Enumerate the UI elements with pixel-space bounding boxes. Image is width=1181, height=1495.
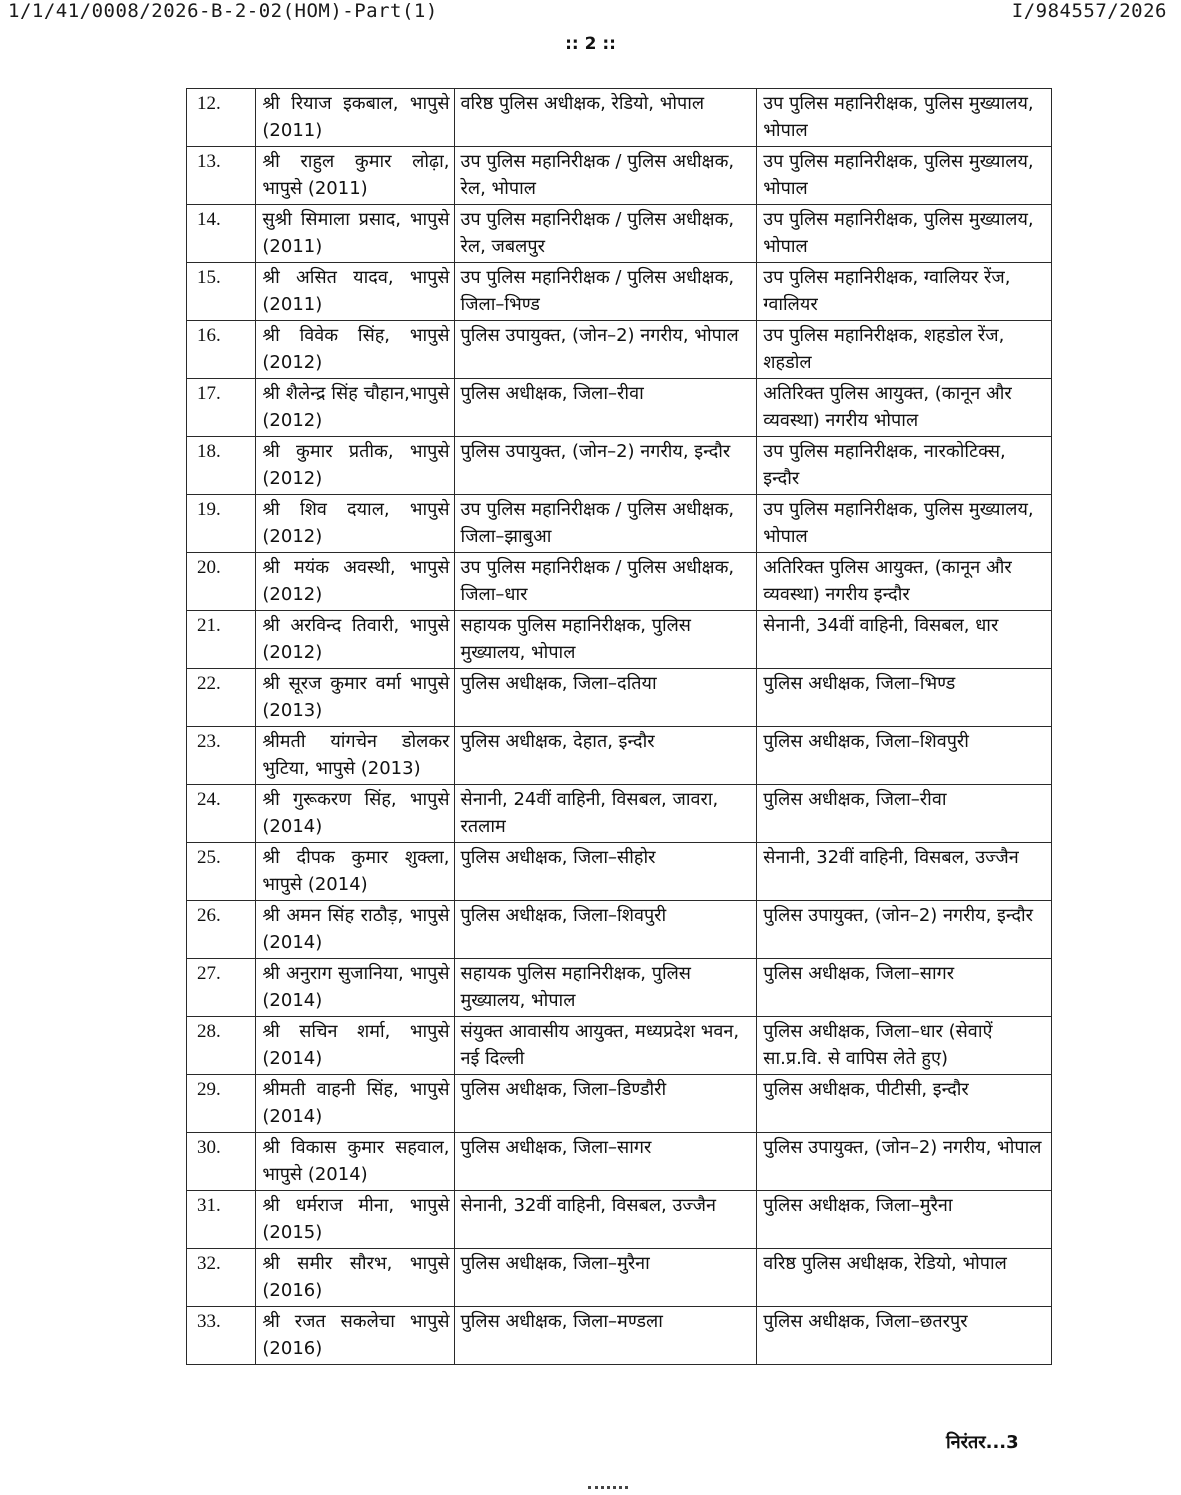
officer-name-cell: श्री अमन सिंह राठौड़, भापुसे (2014) [256, 901, 454, 959]
table-row [187, 263, 1052, 321]
current-posting-cell: पुलिस अधीक्षक, जिला–सागर [454, 1133, 757, 1191]
new-posting-cell: पुलिस उपायुक्त, (जोन–2) नगरीय, इन्दौर [757, 901, 1052, 959]
current-posting-cell: पुलिस अधीक्षक, जिला–मण्डला [454, 1307, 757, 1365]
table-row [187, 1307, 1052, 1365]
officer-name-cell: श्री सचिन शर्मा, भापुसे (2014) [256, 1017, 454, 1075]
table-row [187, 205, 1052, 263]
new-posting-cell: पुलिस अधीक्षक, जिला–धार (सेवाऐं सा.प्र.वि. से वापिस लेते हुए) [757, 1017, 1052, 1075]
serial-number-cell: 19. [187, 495, 256, 553]
current-posting-cell: संयुक्त आवासीय आयुक्त, मध्यप्रदेश भवन, नई दिल्ली [454, 1017, 757, 1075]
transfer-posting-table [186, 88, 1052, 1365]
new-posting-cell: उप पुलिस महानिरीक्षक, पुलिस मुख्यालय, भोपाल [757, 147, 1052, 205]
new-posting-cell: पुलिस अधीक्षक, जिला–सागर [757, 959, 1052, 1017]
new-posting-cell: उप पुलिस महानिरीक्षक, नारकोटिक्स, इन्दौर [757, 437, 1052, 495]
current-posting-cell: पुलिस अधीक्षक, जिला–सीहोर [454, 843, 757, 901]
table-row [187, 1075, 1052, 1133]
continued-on-next-page-note: निरंतर...3 [946, 1432, 1019, 1453]
current-posting-cell: सेनानी, 32वीं वाहिनी, विसबल, उज्जैन [454, 1191, 757, 1249]
new-posting-cell: पुलिस अधीक्षक, पीटीसी, इन्दौर [757, 1075, 1052, 1133]
current-posting-cell: उप पुलिस महानिरीक्षक / पुलिस अधीक्षक, रेल, जबलपुर [454, 205, 757, 263]
serial-number-cell: 22. [187, 669, 256, 727]
new-posting-cell: उप पुलिस महानिरीक्षक, पुलिस मुख्यालय, भोपाल [757, 205, 1052, 263]
serial-number-cell: 28. [187, 1017, 256, 1075]
next-page-edge [588, 1486, 628, 1495]
officer-name-cell: श्रीमती वाहनी सिंह, भापुसे (2014) [256, 1075, 454, 1133]
table-row [187, 669, 1052, 727]
officer-name-cell: श्री सूरज कुमार वर्मा भापुसे (2013) [256, 669, 454, 727]
new-posting-cell: उप पुलिस महानिरीक्षक, पुलिस मुख्यालय, भोपाल [757, 89, 1052, 147]
serial-number-cell: 14. [187, 205, 256, 263]
current-posting-cell: उप पुलिस महानिरीक्षक / पुलिस अधीक्षक, जिला–धार [454, 553, 757, 611]
serial-number-cell: 32. [187, 1249, 256, 1307]
new-posting-cell: सेनानी, 34वीं वाहिनी, विसबल, धार [757, 611, 1052, 669]
serial-number-cell: 21. [187, 611, 256, 669]
new-posting-cell: पुलिस अधीक्षक, जिला–छतरपुर [757, 1307, 1052, 1365]
current-posting-cell: पुलिस अधीक्षक, जिला–दतिया [454, 669, 757, 727]
new-posting-cell: पुलिस अधीक्षक, जिला–रीवा [757, 785, 1052, 843]
current-posting-cell: वरिष्ठ पुलिस अधीक्षक, रेडियो, भोपाल [454, 89, 757, 147]
new-posting-cell: उप पुलिस महानिरीक्षक, पुलिस मुख्यालय, भोपाल [757, 495, 1052, 553]
table-row [187, 379, 1052, 437]
officer-name-cell: श्री राहुल कुमार लोढ़ा, भापुसे (2011) [256, 147, 454, 205]
table-row [187, 147, 1052, 205]
serial-number-cell: 30. [187, 1133, 256, 1191]
new-posting-cell: सेनानी, 32वीं वाहिनी, विसबल, उज्जैन [757, 843, 1052, 901]
serial-number-cell: 24. [187, 785, 256, 843]
officer-name-cell: श्री दीपक कुमार शुक्ला, भापुसे (2014) [256, 843, 454, 901]
officer-name-cell: श्री विकास कुमार सहवाल, भापुसे (2014) [256, 1133, 454, 1191]
new-posting-cell: अतिरिक्त पुलिस आयुक्त, (कानून और व्यवस्था) नगरीय भोपाल [757, 379, 1052, 437]
table-row [187, 321, 1052, 379]
serial-number-cell: 15. [187, 263, 256, 321]
table-row [187, 785, 1052, 843]
table-row [187, 1191, 1052, 1249]
new-posting-cell: अतिरिक्त पुलिस आयुक्त, (कानून और व्यवस्था) नगरीय इन्दौर [757, 553, 1052, 611]
serial-number-cell: 31. [187, 1191, 256, 1249]
serial-number-cell: 12. [187, 89, 256, 147]
officer-name-cell: श्री रजत सकलेचा भापुसे (2016) [256, 1307, 454, 1365]
current-posting-cell: पुलिस अधीक्षक, देहात, इन्दौर [454, 727, 757, 785]
officer-name-cell: श्री रियाज इकबाल, भापुसे (2011) [256, 89, 454, 147]
officer-name-cell: श्री गुरूकरण सिंह, भापुसे (2014) [256, 785, 454, 843]
officer-name-cell: श्री शिव दयाल, भापुसे (2012) [256, 495, 454, 553]
officer-name-cell: श्री धर्मराज मीना, भापुसे (2015) [256, 1191, 454, 1249]
page-number: :: 2 :: [565, 34, 616, 54]
serial-number-cell: 16. [187, 321, 256, 379]
serial-number-cell: 17. [187, 379, 256, 437]
current-posting-cell: सेनानी, 24वीं वाहिनी, विसबल, जावरा, रतलाम [454, 785, 757, 843]
officer-name-cell: श्री अनुराग सुजानिया, भापुसे (2014) [256, 959, 454, 1017]
officer-name-cell: श्री शैलेन्द्र सिंह चौहान,भापुसे (2012) [256, 379, 454, 437]
officer-name-cell: सुश्री सिमाला प्रसाद, भापुसे (2011) [256, 205, 454, 263]
table-row [187, 553, 1052, 611]
new-posting-cell: पुलिस उपायुक्त, (जोन–2) नगरीय, भोपाल [757, 1133, 1052, 1191]
current-posting-cell: सहायक पुलिस महानिरीक्षक, पुलिस मुख्यालय, भोपाल [454, 959, 757, 1017]
officer-name-cell: श्री अरविन्द तिवारी, भापुसे (2012) [256, 611, 454, 669]
table-row [187, 727, 1052, 785]
current-posting-cell: उप पुलिस महानिरीक्षक / पुलिस अधीक्षक, रेल, भोपाल [454, 147, 757, 205]
current-posting-cell: पुलिस अधीक्षक, जिला–शिवपुरी [454, 901, 757, 959]
current-posting-cell: पुलिस अधीक्षक, जिला–मुरैना [454, 1249, 757, 1307]
serial-number-cell: 26. [187, 901, 256, 959]
table-row [187, 901, 1052, 959]
serial-number-cell: 20. [187, 553, 256, 611]
new-posting-cell: पुलिस अधीक्षक, जिला–मुरैना [757, 1191, 1052, 1249]
new-posting-cell: पुलिस अधीक्षक, जिला–शिवपुरी [757, 727, 1052, 785]
new-posting-cell: वरिष्ठ पुलिस अधीक्षक, रेडियो, भोपाल [757, 1249, 1052, 1307]
new-posting-cell: उप पुलिस महानिरीक्षक, शहडोल रेंज, शहडोल [757, 321, 1052, 379]
serial-number-cell: 13. [187, 147, 256, 205]
table-row [187, 495, 1052, 553]
current-posting-cell: पुलिस अधीक्षक, जिला–रीवा [454, 379, 757, 437]
receipt-reference-number: I/984557/2026 [1011, 0, 1167, 22]
officer-name-cell: श्री कुमार प्रतीक, भापुसे (2012) [256, 437, 454, 495]
table-row [187, 959, 1052, 1017]
table-row [187, 1249, 1052, 1307]
table-row [187, 1133, 1052, 1191]
officer-name-cell: श्री विवेक सिंह, भापुसे (2012) [256, 321, 454, 379]
current-posting-cell: उप पुलिस महानिरीक्षक / पुलिस अधीक्षक, जिला–भिण्ड [454, 263, 757, 321]
officer-name-cell: श्री मयंक अवस्थी, भापुसे (2012) [256, 553, 454, 611]
table-row [187, 611, 1052, 669]
serial-number-cell: 25. [187, 843, 256, 901]
officer-name-cell: श्री असित यादव, भापुसे (2011) [256, 263, 454, 321]
serial-number-cell: 18. [187, 437, 256, 495]
officer-name-cell: श्रीमती यांगचेन डोलकर भुटिया, भापुसे (2013) [256, 727, 454, 785]
serial-number-cell: 29. [187, 1075, 256, 1133]
table-row [187, 1017, 1052, 1075]
serial-number-cell: 23. [187, 727, 256, 785]
current-posting-cell: पुलिस उपायुक्त, (जोन–2) नगरीय, इन्दौर [454, 437, 757, 495]
new-posting-cell: उप पुलिस महानिरीक्षक, ग्वालियर रेंज, ग्वालियर [757, 263, 1052, 321]
file-reference-number: 1/1/41/0008/2026-B-2-02(HOM)-Part(1) [8, 0, 438, 22]
current-posting-cell: उप पुलिस महानिरीक्षक / पुलिस अधीक्षक, जिला–झाबुआ [454, 495, 757, 553]
table-row [187, 843, 1052, 901]
officer-name-cell: श्री समीर सौरभ, भापुसे (2016) [256, 1249, 454, 1307]
new-posting-cell: पुलिस अधीक्षक, जिला–भिण्ड [757, 669, 1052, 727]
document-reference-bar [0, 0, 1181, 24]
current-posting-cell: पुलिस अधीक्षक, जिला–डिण्डौरी [454, 1075, 757, 1133]
current-posting-cell: सहायक पुलिस महानिरीक्षक, पुलिस मुख्यालय, भोपाल [454, 611, 757, 669]
table-row [187, 89, 1052, 147]
current-posting-cell: पुलिस उपायुक्त, (जोन–2) नगरीय, भोपाल [454, 321, 757, 379]
serial-number-cell: 33. [187, 1307, 256, 1365]
serial-number-cell: 27. [187, 959, 256, 1017]
table-row [187, 437, 1052, 495]
